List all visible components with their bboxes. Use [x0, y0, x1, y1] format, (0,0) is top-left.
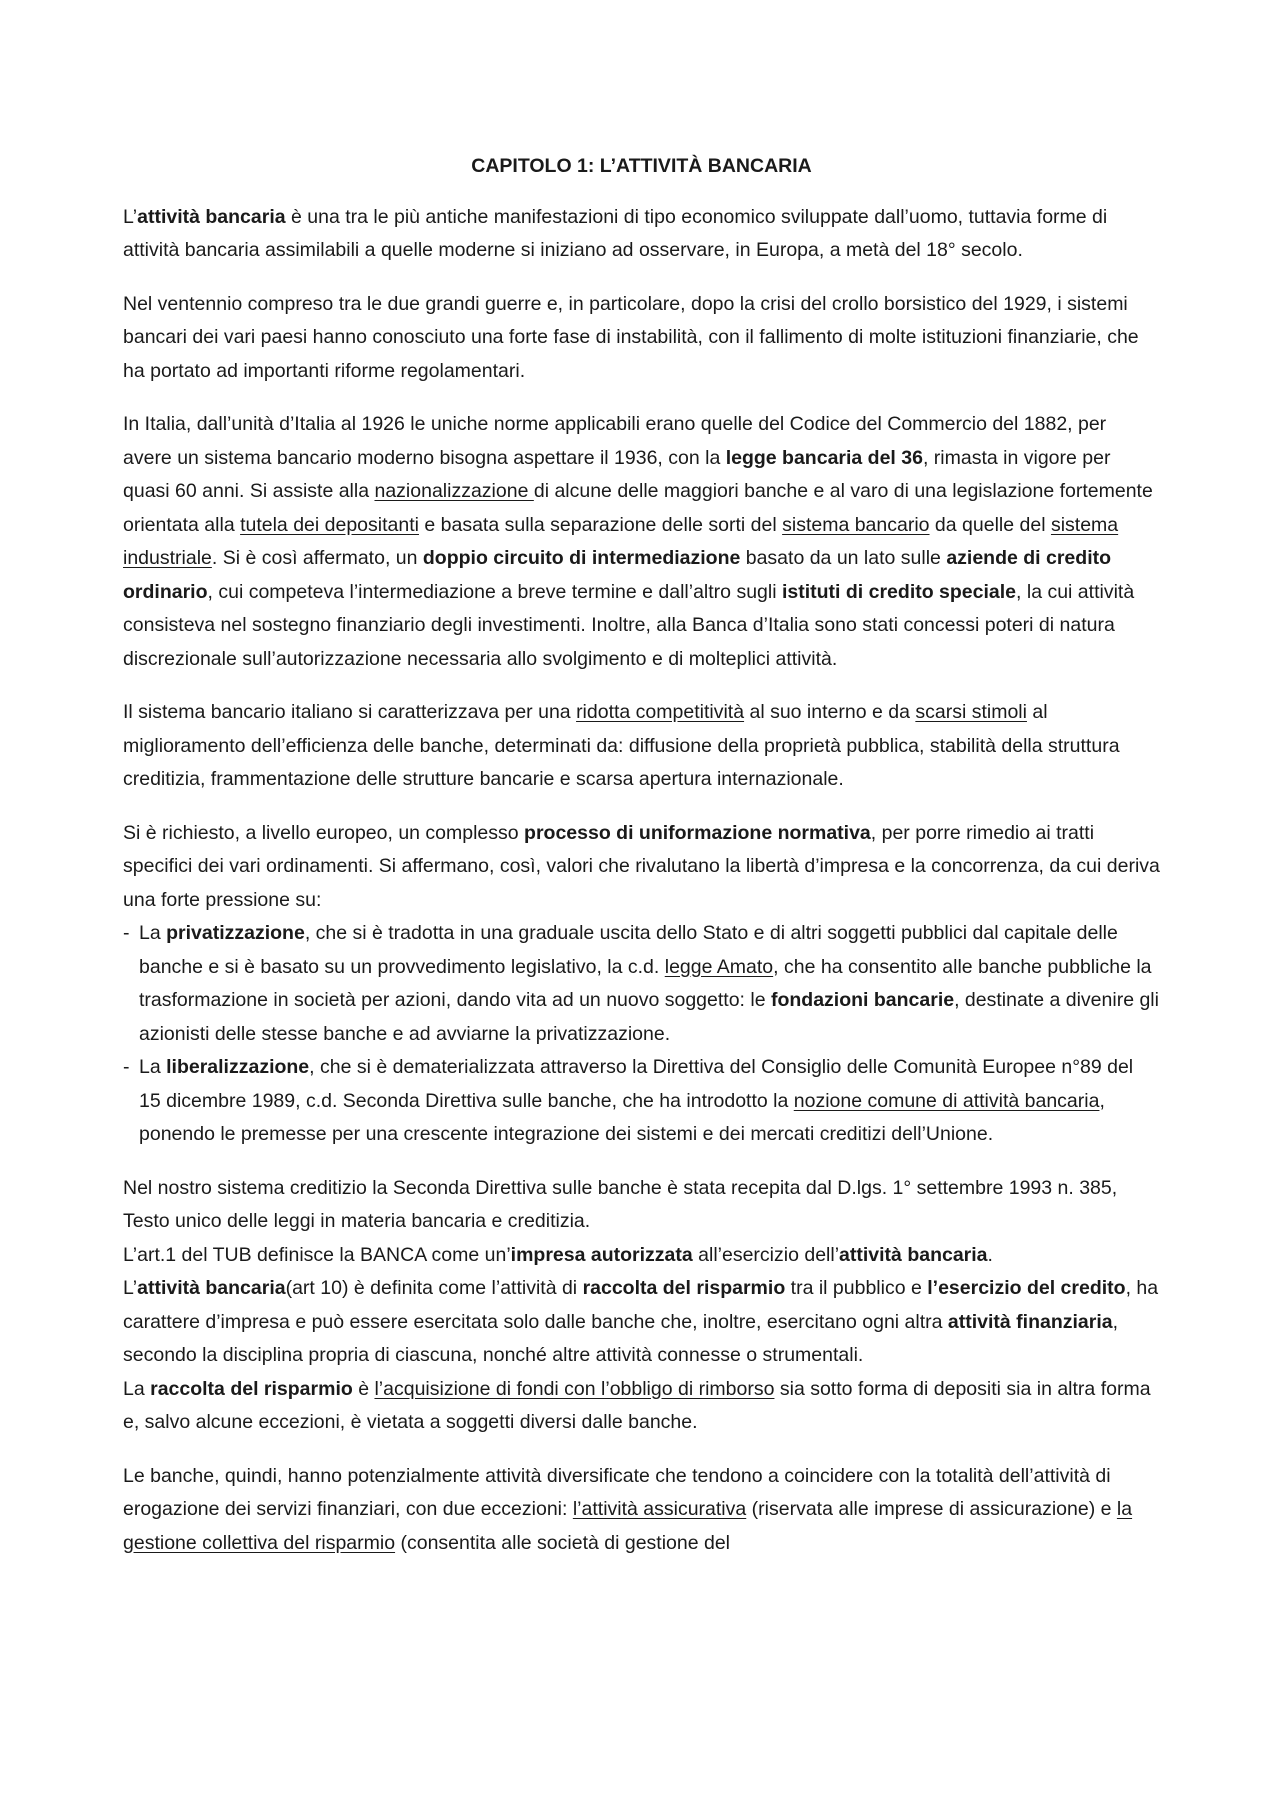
bold-term: fondazioni bancarie	[770, 989, 955, 1011]
paragraph-savings-collection: La raccolta del risparmio è l’acquisizione di fondi con l’obbligo di rimborso sia sotto forma di depositi sia in altra forma e, salvo alcune eccezioni, è vietata a soggetti diversi dalle banche.	[123, 1377, 1151, 1433]
paragraph-intro: L’attività bancaria è una tra le più antiche manifestazioni di tipo economico sviluppate dall’uomo, tuttavia forme di attività bancaria assimilabili a quelle moderne si iniziano ad osservare, in Europa, a metà del 18° secolo.	[123, 205, 1108, 261]
paragraph-interwar: Nel ventennio compreso tra le due grandi guerre e, in particolare, dopo la crisi del crollo borsistico del 1929, i sistemi bancari dei vari paesi hanno conosciuto una forte fase di instabilità, con il fallimento di molte istituzioni finanziarie, che ha portato ad importanti riforme regolamentari.	[123, 292, 1139, 382]
underlined-term: sistema bancario	[782, 513, 930, 536]
bold-term: attività bancaria	[137, 1277, 286, 1299]
bold-term: liberalizzazione	[166, 1056, 310, 1078]
underlined-term: sistema industriale	[123, 513, 1119, 569]
underlined-term: l’attività assicurativa	[572, 1498, 747, 1520]
underlined-term: l’acquisizione di fondi con l’obbligo di rimborso	[374, 1377, 775, 1400]
paragraph-competitiveness: Il sistema bancario italiano si caratterizzava per una ridotta competitività al suo interno e da scarsi stimoli al miglioramento dell’efficienza delle banche, determinati da: diffusione della proprietà pubblica, stabilità della struttura creditizia, frammentazione delle strutture bancarie e scarsa apertura internazionale.	[123, 701, 1120, 790]
bold-term: legge bancaria del 36	[725, 446, 923, 469]
bold-term: processo di uniformazione normativa	[524, 821, 871, 844]
underlined-term: nazionalizzazione	[374, 480, 534, 502]
bold-term: istituti di credito speciale	[781, 580, 1017, 603]
underlined-term: legge Amato	[664, 955, 774, 978]
bold-term: attività bancaria	[137, 205, 286, 228]
chapter-title: CAPITOLO 1: L’ATTIVITÀ BANCARIA	[471, 155, 812, 177]
paragraph-tub-reception: Nel nostro sistema creditizio la Seconda Direttiva sulle banche è stata recepita dal D.lgs. 1° settembre 1993 n. 385, Testo unico delle leggi in materia bancaria e creditizia.	[123, 1176, 1118, 1232]
bold-term: raccolta del risparmio	[582, 1277, 786, 1299]
bold-term: aziende di credito ordinario	[123, 547, 1112, 603]
bold-term: raccolta del risparmio	[150, 1377, 353, 1400]
bold-term: doppio circuito di intermediazione	[422, 547, 741, 569]
paragraph-exceptions: Le banche, quindi, hanno potenzialmente attività diversificate che tendono a coincidere con la totalità dell’attività di erogazione dei servizi finanziari, con due eccezioni: l’attività assicurativa (riservata alle imprese di assicurazione) e la gestione collettiva del risparmio (consentita alle società di gestione del	[123, 1464, 1133, 1554]
paragraph-italy: In Italia, dall’unità d’Italia al 1926 le uniche norme applicabili erano quelle del Codice del Commercio del 1882, per avere un sistema bancario moderno bisogna aspettare il 1936, con la legge bancaria del 36, rimasta in vigore per quasi 60 anni. Si assiste alla nazionalizzazione di alcune delle maggiori banche e al varo di una legislazione fortemente orientata alla tutela dei depositanti e basata sulla separazione delle sorti del sistema bancario da quelle del sistema industriale. Si è così affermato, un doppio circuito di intermediazione basato da un lato sulle aziende di credito ordinario, cui competeva l’intermediazione a breve termine e dall’altro sugli istituti di credito speciale, la cui attività consisteva nel sostegno finanziario degli investimenti. Inoltre, alla Banca d’Italia sono stati concessi poteri di natura discrezionale sull’autorizzazione necessaria allo svolgimento e di molteplici attività.	[123, 413, 1153, 670]
pressure-list	[123, 917, 1160, 1152]
bold-term: attività bancaria	[839, 1243, 988, 1266]
bold-term: impresa autorizzata	[510, 1243, 693, 1266]
bold-term: l’esercizio del credito	[927, 1277, 1126, 1299]
paragraph-bank-definition: L’art.1 del TUB definisce la BANCA come un’impresa autorizzata all’esercizio dell’attività bancaria.	[123, 1243, 993, 1266]
list-item-privatizzazione: - La privatizzazione, che si è tradotta in una graduale uscita dello Stato e di altri soggetti pubblici dal capitale delle banche e si è basato su un provvedimento legislativo, la c.d. legge Amato, che ha consentito alle banche pubbliche la trasformazione in società per azioni, dando vita ad un nuovo soggetto: le fondazioni bancarie, destinate a divenire gli azionisti delle stesse banche e ad avviarne la privatizzazione.	[123, 917, 1160, 1051]
underlined-term: la gestione collettiva del risparmio	[123, 1498, 1133, 1554]
list-item-liberalizzazione: - La liberalizzazione, che si è dematerializzata attraverso la Direttiva del Consiglio delle Comunità Europee n°89 del 15 dicembre 1989, c.d. Seconda Direttiva sulle banche, che ha introdotto la nozione comune di attività bancaria, ponendo le premesse per una crescente integrazione dei sistemi e dei mercati creditizi dell’Unione.	[123, 1051, 1160, 1152]
underlined-term: ridotta competitività	[576, 701, 745, 723]
paragraph-banking-activity: L’attività bancaria(art 10) è definita come l’attività di raccolta del risparmio tra il pubblico e l’esercizio del credito, ha carattere d’impresa e può essere esercitata solo dalle banche che, inoltre, esercitano ogni altra attività finanziaria, secondo la disciplina propria di ciascuna, nonché altre attività connesse o strumentali.	[123, 1277, 1159, 1366]
underlined-term: nozione comune di attività bancaria	[793, 1089, 1100, 1112]
paragraph-uniformation: Si è richiesto, a livello europeo, un complesso processo di uniformazione normativa, per porre rimedio ai tratti specifici dei vari ordinamenti. Si affermano, così, valori che rivalutano la libertà d’impresa e la concorrenza, da cui deriva una forte pressione su:	[123, 821, 1160, 911]
bold-term: attività finanziaria	[947, 1310, 1113, 1333]
underlined-term: tutela dei depositanti	[240, 513, 419, 536]
bold-term: privatizzazione	[166, 922, 305, 944]
underlined-term: scarsi stimoli	[915, 701, 1027, 723]
